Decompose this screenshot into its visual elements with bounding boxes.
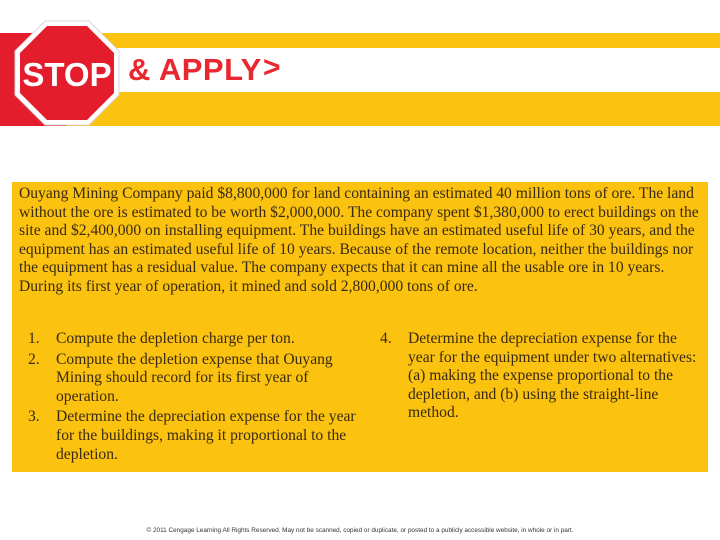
question-column-left (28, 330, 373, 466)
question-item (380, 330, 700, 423)
question-text: Determine the depreciation expense for the year for the buildings, making it proportional to the depletion. (56, 408, 356, 463)
problem-box (12, 182, 708, 472)
stop-sign-icon (14, 20, 120, 126)
question-item (28, 330, 373, 349)
copyright-footer: © 2011 Cengage Learning All Rights Reserved. May not be scanned, copied or duplicate, or posted to a publicly accessible website, in whole or in part. (146, 527, 574, 534)
chevron-right-icon: > (263, 51, 281, 84)
stop-label: STOP (22, 56, 112, 93)
question-text: Compute the depletion charge per ton. (56, 330, 295, 347)
question-item (28, 408, 373, 464)
question-number: 3. (28, 408, 40, 426)
question-number: 2. (28, 350, 40, 368)
question-column-right (380, 330, 700, 425)
question-item (28, 351, 373, 407)
question-text: Compute the depletion expense that Ouyang Mining should record for its first year of operation. (56, 350, 333, 405)
question-number: 1. (28, 330, 40, 347)
apply-heading: & APPLY (128, 52, 262, 87)
question-number: 4. (380, 330, 392, 347)
question-text: Determine the depreciation expense for the year for the equipment under two alternatives: (a) making the expense proportional to the depletion, and (b) using the straight-line method. (408, 330, 697, 422)
problem-intro: Ouyang Mining Company paid $8,800,000 for land containing an estimated 40 million tons of ore. The land without the ore is estimated to be worth $2,000,000. The company spent $1,380,000 to erect buildings on the site and $2,400,000 on installing equipment. The buildings have an estimated useful life of 30 years, and the equipment has an estimated useful life of 10 years. Because of the remote location, neither the buildings nor the equipment has a residual value. The company expects that it can mine all the usable ore in 10 years. During its first year of operation, it mined and sold 2,800,000 tons of ore. (19, 185, 699, 295)
